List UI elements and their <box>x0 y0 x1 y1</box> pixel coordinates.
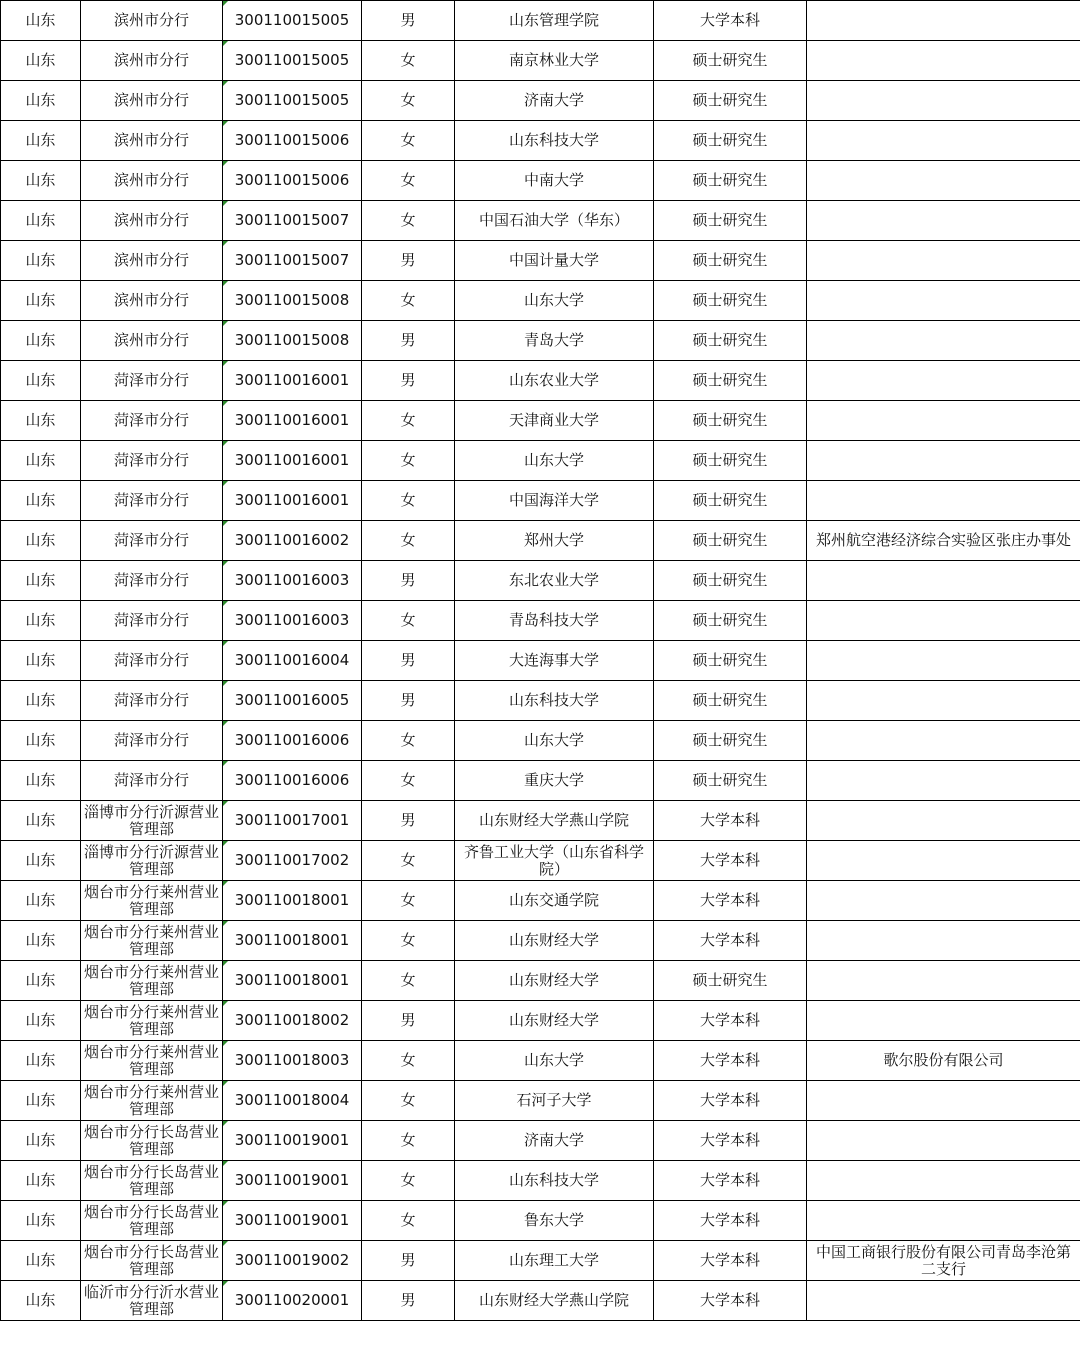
education-cell: 大学本科 <box>654 921 807 961</box>
province-cell: 山东 <box>1 241 81 281</box>
gender-cell: 女 <box>362 521 455 561</box>
table-row <box>1 161 1080 201</box>
gender-cell: 男 <box>362 1001 455 1041</box>
position-code-cell: 300110015007 <box>223 201 362 241</box>
position-code-cell: 300110018001 <box>223 961 362 1001</box>
employer-cell <box>807 921 1080 961</box>
province-cell: 山东 <box>1 81 81 121</box>
education-cell: 硕士研究生 <box>654 961 807 1001</box>
province-cell: 山东 <box>1 681 81 721</box>
branch-cell: 烟台市分行莱州营业管理部 <box>81 1081 223 1121</box>
school-cell: 鲁东大学 <box>455 1201 654 1241</box>
school-cell: 山东理工大学 <box>455 1241 654 1281</box>
gender-cell: 女 <box>362 1201 455 1241</box>
province-cell: 山东 <box>1 721 81 761</box>
province-cell: 山东 <box>1 881 81 921</box>
province-cell: 山东 <box>1 281 81 321</box>
school-cell: 大连海事大学 <box>455 641 654 681</box>
employer-cell <box>807 441 1080 481</box>
province-cell: 山东 <box>1 161 81 201</box>
education-cell: 硕士研究生 <box>654 681 807 721</box>
school-cell: 山东大学 <box>455 721 654 761</box>
table-row <box>1 281 1080 321</box>
position-code-cell: 300110020001 <box>223 1281 362 1321</box>
gender-cell: 女 <box>362 921 455 961</box>
table-row <box>1 801 1080 841</box>
position-code-cell: 300110016006 <box>223 721 362 761</box>
province-cell: 山东 <box>1 201 81 241</box>
table-row <box>1 1161 1080 1201</box>
table-row <box>1 1121 1080 1161</box>
province-cell: 山东 <box>1 1041 81 1081</box>
gender-cell: 女 <box>362 1121 455 1161</box>
position-code-cell: 300110018001 <box>223 881 362 921</box>
education-cell: 硕士研究生 <box>654 81 807 121</box>
employer-cell <box>807 1001 1080 1041</box>
branch-cell: 临沂市分行沂水营业管理部 <box>81 1281 223 1321</box>
branch-cell: 烟台市分行莱州营业管理部 <box>81 881 223 921</box>
position-code-cell: 300110019002 <box>223 1241 362 1281</box>
gender-cell: 女 <box>362 481 455 521</box>
branch-cell: 滨州市分行 <box>81 201 223 241</box>
position-code-cell: 300110019001 <box>223 1161 362 1201</box>
gender-cell: 女 <box>362 201 455 241</box>
branch-cell: 烟台市分行莱州营业管理部 <box>81 921 223 961</box>
table-row <box>1 121 1080 161</box>
table-row <box>1 1201 1080 1241</box>
employer-cell <box>807 641 1080 681</box>
branch-cell: 菏泽市分行 <box>81 761 223 801</box>
branch-cell: 烟台市分行长岛营业管理部 <box>81 1121 223 1161</box>
table-row <box>1 241 1080 281</box>
employer-cell <box>807 121 1080 161</box>
gender-cell: 女 <box>362 841 455 881</box>
employer-cell <box>807 841 1080 881</box>
branch-cell: 滨州市分行 <box>81 41 223 81</box>
education-cell: 大学本科 <box>654 1241 807 1281</box>
table-row <box>1 321 1080 361</box>
school-cell: 重庆大学 <box>455 761 654 801</box>
table-row <box>1 601 1080 641</box>
education-cell: 硕士研究生 <box>654 441 807 481</box>
employer-cell <box>807 1081 1080 1121</box>
gender-cell: 女 <box>362 1161 455 1201</box>
position-code-cell: 300110017001 <box>223 801 362 841</box>
school-cell: 山东财经大学燕山学院 <box>455 1281 654 1321</box>
gender-cell: 女 <box>362 401 455 441</box>
employer-cell: 中国工商银行股份有限公司青岛李沧第二支行 <box>807 1241 1080 1281</box>
branch-cell: 烟台市分行长岛营业管理部 <box>81 1201 223 1241</box>
school-cell: 青岛大学 <box>455 321 654 361</box>
position-code-cell: 300110018004 <box>223 1081 362 1121</box>
position-code-cell: 300110015007 <box>223 241 362 281</box>
branch-cell: 菏泽市分行 <box>81 441 223 481</box>
branch-cell: 菏泽市分行 <box>81 481 223 521</box>
branch-cell: 菏泽市分行 <box>81 521 223 561</box>
education-cell: 硕士研究生 <box>654 321 807 361</box>
table-row <box>1 961 1080 1001</box>
school-cell: 郑州大学 <box>455 521 654 561</box>
employer-cell <box>807 321 1080 361</box>
employer-cell <box>807 481 1080 521</box>
table-row <box>1 561 1080 601</box>
school-cell: 天津商业大学 <box>455 401 654 441</box>
education-cell: 硕士研究生 <box>654 481 807 521</box>
table-row <box>1 201 1080 241</box>
table-row <box>1 361 1080 401</box>
position-code-cell: 300110015005 <box>223 81 362 121</box>
employer-cell <box>807 401 1080 441</box>
school-cell: 齐鲁工业大学（山东省科学院） <box>455 841 654 881</box>
province-cell: 山东 <box>1 1 81 41</box>
province-cell: 山东 <box>1 121 81 161</box>
gender-cell: 女 <box>362 441 455 481</box>
school-cell: 山东大学 <box>455 1041 654 1081</box>
school-cell: 中南大学 <box>455 161 654 201</box>
employer-cell <box>807 161 1080 201</box>
province-cell: 山东 <box>1 761 81 801</box>
position-code-cell: 300110019001 <box>223 1201 362 1241</box>
province-cell: 山东 <box>1 521 81 561</box>
gender-cell: 女 <box>362 1041 455 1081</box>
employer-cell <box>807 201 1080 241</box>
school-cell: 石河子大学 <box>455 1081 654 1121</box>
position-code-cell: 300110015008 <box>223 321 362 361</box>
education-cell: 硕士研究生 <box>654 161 807 201</box>
position-code-cell: 300110016003 <box>223 601 362 641</box>
education-cell: 硕士研究生 <box>654 201 807 241</box>
school-cell: 中国海洋大学 <box>455 481 654 521</box>
branch-cell: 菏泽市分行 <box>81 641 223 681</box>
branch-cell: 烟台市分行莱州营业管理部 <box>81 961 223 1001</box>
school-cell: 中国石油大学（华东） <box>455 201 654 241</box>
table-body <box>1 1 1080 1321</box>
table-row <box>1 1001 1080 1041</box>
table-row <box>1 721 1080 761</box>
gender-cell: 女 <box>362 281 455 321</box>
position-code-cell: 300110016004 <box>223 641 362 681</box>
table-row <box>1 81 1080 121</box>
province-cell: 山东 <box>1 441 81 481</box>
employer-cell <box>807 1201 1080 1241</box>
position-code-cell: 300110016006 <box>223 761 362 801</box>
province-cell: 山东 <box>1 841 81 881</box>
province-cell: 山东 <box>1 1001 81 1041</box>
table-row <box>1 841 1080 881</box>
branch-cell: 滨州市分行 <box>81 281 223 321</box>
gender-cell: 女 <box>362 1081 455 1121</box>
branch-cell: 滨州市分行 <box>81 1 223 41</box>
school-cell: 济南大学 <box>455 1121 654 1161</box>
employer-cell <box>807 881 1080 921</box>
employer-cell <box>807 561 1080 601</box>
table-row <box>1 41 1080 81</box>
province-cell: 山东 <box>1 641 81 681</box>
education-cell: 硕士研究生 <box>654 121 807 161</box>
school-cell: 山东科技大学 <box>455 681 654 721</box>
education-cell: 硕士研究生 <box>654 361 807 401</box>
branch-cell: 滨州市分行 <box>81 161 223 201</box>
gender-cell: 男 <box>362 361 455 401</box>
province-cell: 山东 <box>1 1161 81 1201</box>
province-cell: 山东 <box>1 921 81 961</box>
branch-cell: 滨州市分行 <box>81 321 223 361</box>
province-cell: 山东 <box>1 481 81 521</box>
province-cell: 山东 <box>1 321 81 361</box>
province-cell: 山东 <box>1 561 81 601</box>
position-code-cell: 300110015008 <box>223 281 362 321</box>
position-code-cell: 300110016003 <box>223 561 362 601</box>
position-code-cell: 300110018001 <box>223 921 362 961</box>
school-cell: 山东财经大学 <box>455 921 654 961</box>
branch-cell: 烟台市分行莱州营业管理部 <box>81 1041 223 1081</box>
position-code-cell: 300110016005 <box>223 681 362 721</box>
employer-cell <box>807 961 1080 1001</box>
table-row <box>1 881 1080 921</box>
employer-cell <box>807 81 1080 121</box>
education-cell: 硕士研究生 <box>654 601 807 641</box>
position-code-cell: 300110016001 <box>223 361 362 401</box>
position-code-cell: 300110015006 <box>223 121 362 161</box>
school-cell: 山东财经大学 <box>455 1001 654 1041</box>
employer-cell <box>807 1 1080 41</box>
position-code-cell: 300110018002 <box>223 1001 362 1041</box>
gender-cell: 男 <box>362 241 455 281</box>
province-cell: 山东 <box>1 361 81 401</box>
gender-cell: 男 <box>362 321 455 361</box>
education-cell: 大学本科 <box>654 1041 807 1081</box>
branch-cell: 菏泽市分行 <box>81 561 223 601</box>
table-row <box>1 1 1080 41</box>
education-cell: 硕士研究生 <box>654 761 807 801</box>
education-cell: 硕士研究生 <box>654 521 807 561</box>
position-code-cell: 300110019001 <box>223 1121 362 1161</box>
education-cell: 大学本科 <box>654 1281 807 1321</box>
branch-cell: 滨州市分行 <box>81 121 223 161</box>
education-cell: 硕士研究生 <box>654 561 807 601</box>
school-cell: 中国计量大学 <box>455 241 654 281</box>
school-cell: 山东管理学院 <box>455 1 654 41</box>
employer-cell <box>807 1121 1080 1161</box>
table-row <box>1 641 1080 681</box>
gender-cell: 女 <box>362 961 455 1001</box>
education-cell: 大学本科 <box>654 801 807 841</box>
province-cell: 山东 <box>1 1081 81 1121</box>
employer-cell <box>807 721 1080 761</box>
branch-cell: 烟台市分行长岛营业管理部 <box>81 1241 223 1281</box>
education-cell: 大学本科 <box>654 1 807 41</box>
employer-cell <box>807 241 1080 281</box>
education-cell: 大学本科 <box>654 1201 807 1241</box>
school-cell: 山东科技大学 <box>455 121 654 161</box>
branch-cell: 烟台市分行长岛营业管理部 <box>81 1161 223 1201</box>
branch-cell: 菏泽市分行 <box>81 601 223 641</box>
employer-cell <box>807 1161 1080 1201</box>
employer-cell <box>807 41 1080 81</box>
employer-cell <box>807 761 1080 801</box>
position-code-cell: 300110016002 <box>223 521 362 561</box>
branch-cell: 菏泽市分行 <box>81 681 223 721</box>
table-row <box>1 1281 1080 1321</box>
province-cell: 山东 <box>1 601 81 641</box>
gender-cell: 男 <box>362 561 455 601</box>
gender-cell: 男 <box>362 801 455 841</box>
province-cell: 山东 <box>1 1241 81 1281</box>
employer-cell <box>807 801 1080 841</box>
employer-cell <box>807 361 1080 401</box>
education-cell: 硕士研究生 <box>654 41 807 81</box>
table-row <box>1 521 1080 561</box>
gender-cell: 男 <box>362 641 455 681</box>
gender-cell: 男 <box>362 1241 455 1281</box>
branch-cell: 菏泽市分行 <box>81 401 223 441</box>
branch-cell: 菏泽市分行 <box>81 361 223 401</box>
education-cell: 大学本科 <box>654 1001 807 1041</box>
education-cell: 大学本科 <box>654 1121 807 1161</box>
gender-cell: 女 <box>362 721 455 761</box>
gender-cell: 男 <box>362 1 455 41</box>
school-cell: 山东财经大学燕山学院 <box>455 801 654 841</box>
gender-cell: 女 <box>362 761 455 801</box>
position-code-cell: 300110015006 <box>223 161 362 201</box>
table-row <box>1 481 1080 521</box>
education-cell: 大学本科 <box>654 1081 807 1121</box>
table-row <box>1 401 1080 441</box>
school-cell: 青岛科技大学 <box>455 601 654 641</box>
education-cell: 硕士研究生 <box>654 401 807 441</box>
branch-cell: 滨州市分行 <box>81 241 223 281</box>
table-row <box>1 681 1080 721</box>
province-cell: 山东 <box>1 1281 81 1321</box>
gender-cell: 女 <box>362 41 455 81</box>
school-cell: 山东交通学院 <box>455 881 654 921</box>
position-code-cell: 300110016001 <box>223 401 362 441</box>
school-cell: 山东农业大学 <box>455 361 654 401</box>
gender-cell: 女 <box>362 601 455 641</box>
employer-cell <box>807 681 1080 721</box>
province-cell: 山东 <box>1 961 81 1001</box>
gender-cell: 女 <box>362 81 455 121</box>
education-cell: 硕士研究生 <box>654 641 807 681</box>
education-cell: 硕士研究生 <box>654 281 807 321</box>
branch-cell: 淄博市分行沂源营业管理部 <box>81 801 223 841</box>
position-code-cell: 300110017002 <box>223 841 362 881</box>
employer-cell <box>807 281 1080 321</box>
gender-cell: 男 <box>362 1281 455 1321</box>
table-row <box>1 441 1080 481</box>
position-code-cell: 300110016001 <box>223 441 362 481</box>
position-code-cell: 300110016001 <box>223 481 362 521</box>
school-cell: 济南大学 <box>455 81 654 121</box>
branch-cell: 菏泽市分行 <box>81 721 223 761</box>
gender-cell: 女 <box>362 161 455 201</box>
branch-cell: 滨州市分行 <box>81 81 223 121</box>
school-cell: 南京林业大学 <box>455 41 654 81</box>
employer-cell: 歌尔股份有限公司 <box>807 1041 1080 1081</box>
table-row <box>1 1081 1080 1121</box>
education-cell: 大学本科 <box>654 1161 807 1201</box>
table-row <box>1 1241 1080 1281</box>
school-cell: 山东财经大学 <box>455 961 654 1001</box>
gender-cell: 男 <box>362 681 455 721</box>
table-row <box>1 1041 1080 1081</box>
province-cell: 山东 <box>1 41 81 81</box>
position-code-cell: 300110018003 <box>223 1041 362 1081</box>
branch-cell: 淄博市分行沂源营业管理部 <box>81 841 223 881</box>
employer-cell <box>807 1281 1080 1321</box>
gender-cell: 女 <box>362 881 455 921</box>
employer-cell: 郑州航空港经济综合实验区张庄办事处 <box>807 521 1080 561</box>
education-cell: 硕士研究生 <box>654 721 807 761</box>
province-cell: 山东 <box>1 801 81 841</box>
education-cell: 大学本科 <box>654 881 807 921</box>
table-row <box>1 921 1080 961</box>
school-cell: 东北农业大学 <box>455 561 654 601</box>
province-cell: 山东 <box>1 401 81 441</box>
education-cell: 大学本科 <box>654 841 807 881</box>
position-code-cell: 300110015005 <box>223 1 362 41</box>
gender-cell: 女 <box>362 121 455 161</box>
branch-cell: 烟台市分行莱州营业管理部 <box>81 1001 223 1041</box>
school-cell: 山东科技大学 <box>455 1161 654 1201</box>
employer-cell <box>807 601 1080 641</box>
province-cell: 山东 <box>1 1121 81 1161</box>
school-cell: 山东大学 <box>455 441 654 481</box>
school-cell: 山东大学 <box>455 281 654 321</box>
table-row <box>1 761 1080 801</box>
province-cell: 山东 <box>1 1201 81 1241</box>
education-cell: 硕士研究生 <box>654 241 807 281</box>
position-code-cell: 300110015005 <box>223 41 362 81</box>
